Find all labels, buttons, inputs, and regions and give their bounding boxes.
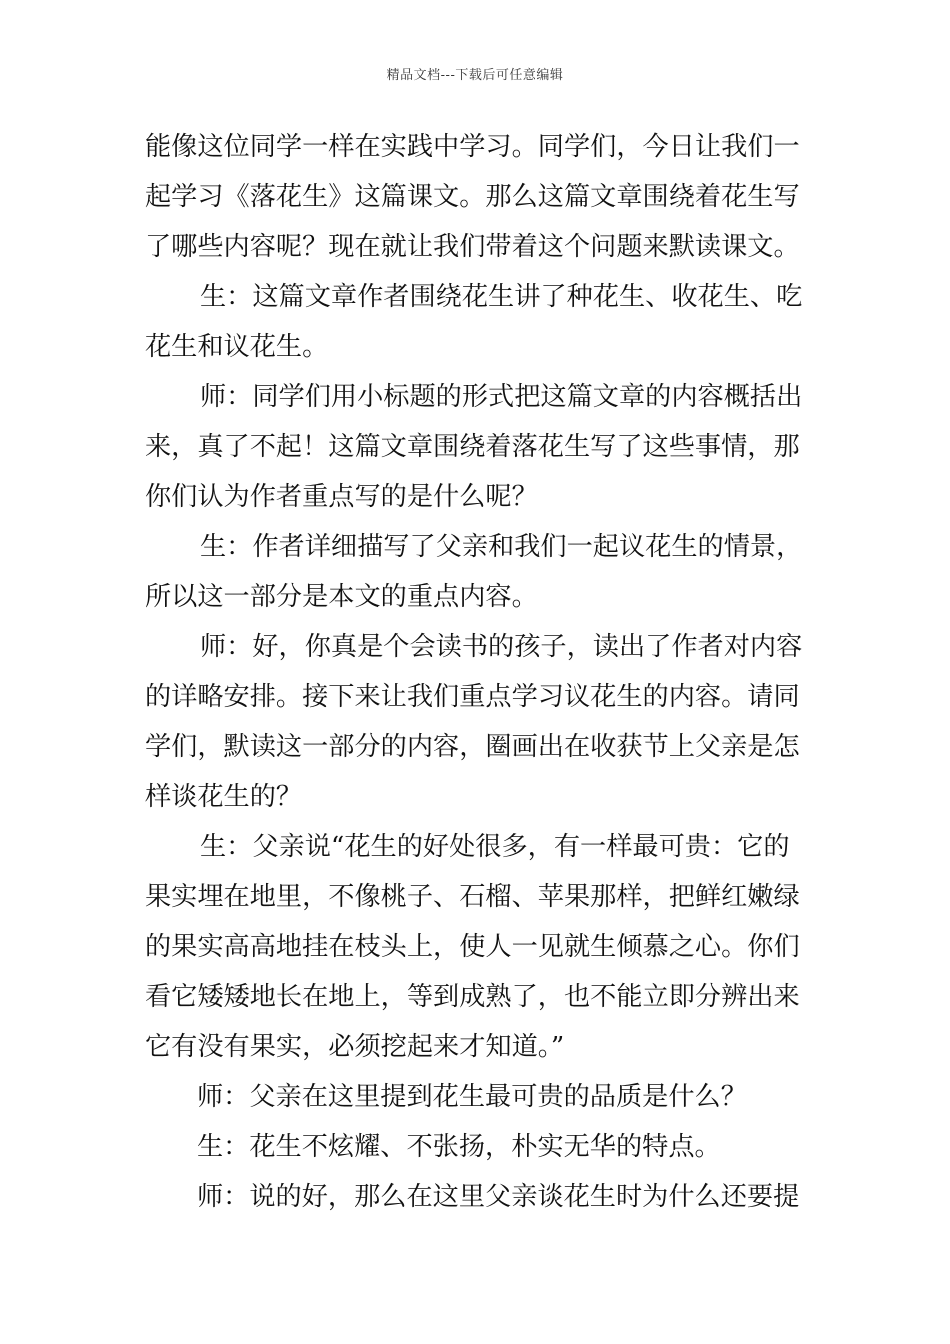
text-line: 了哪些内容呢？现在就让我们带着这个问题来默读课文。 (145, 232, 800, 262)
document-body (145, 122, 807, 1222)
text-line: 样谈花生的？ (145, 782, 303, 812)
text-line: 的详略安排。接下来让我们重点学习议花生的内容。请同 (145, 682, 800, 712)
paragraph-start-line: 生：花生不炫耀、不张扬，朴实无华的特点。 (197, 1132, 721, 1162)
paragraph-start-line: 师：同学们用小标题的形式把这篇文章的内容概括出 (200, 382, 803, 412)
text-line: 学们，默读这一部分的内容，圈画出在收获节上父亲是怎 (145, 732, 800, 762)
text-line: 能像这位同学一样在实践中学习。同学们，今日让我们一 (145, 132, 800, 162)
paragraph-start-line: 师：父亲在这里提到花生最可贵的品质是什么？ (197, 1082, 747, 1112)
text-line: 的果实高高地挂在枝头上，使人一见就生倾慕之心。你们 (145, 932, 800, 962)
text-line: 你们认为作者重点写的是什么呢？ (145, 482, 538, 512)
text-line: 果实埋在地里，不像桃子、石榴、苹果那样，把鲜红嫩绿 (145, 882, 800, 912)
text-line: 所以这一部分是本文的重点内容。 (145, 582, 538, 612)
paragraph-start-line: 生：这篇文章作者围绕花生讲了种花生、收花生、吃 (200, 282, 803, 312)
page-header: 精品文档---下载后可任意编辑 (386, 68, 564, 83)
text-line: 它有没有果实，必须挖起来才知道。” (145, 1032, 565, 1062)
paragraph-start-line: 生：父亲说“花生的好处很多，有一样最可贵：它的 (200, 832, 790, 862)
text-line: 起学习《落花生》这篇课文。那么这篇文章围绕着花生写 (145, 182, 800, 212)
paragraph-start-line: 师：说的好，那么在这里父亲谈花生时为什么还要提 (197, 1182, 800, 1212)
text-line: 花生和议花生。 (145, 332, 329, 362)
text-line: 看它矮矮地长在地上，等到成熟了，也不能立即分辨出来 (145, 982, 800, 1012)
text-line: 来，真了不起！这篇文章围绕着落花生写了这些事情，那 (145, 432, 800, 462)
paragraph-start-line: 生：作者详细描写了父亲和我们一起议花生的情景， (200, 532, 803, 562)
paragraph-start-line: 师：好，你真是个会读书的孩子，读出了作者对内容 (200, 632, 803, 662)
